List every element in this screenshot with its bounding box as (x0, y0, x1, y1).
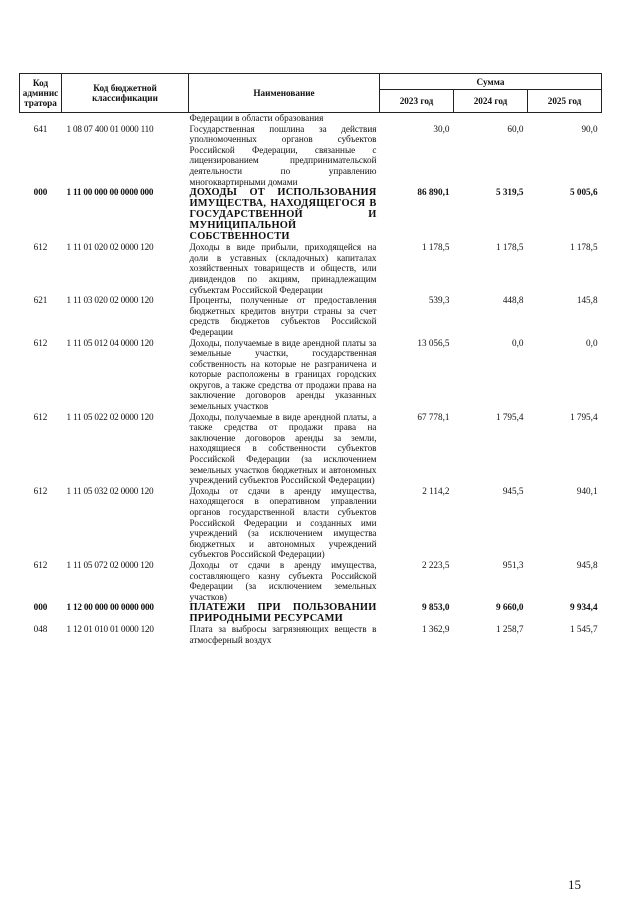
header-year-2025: 2025 год (528, 90, 602, 113)
table-row (20, 338, 602, 412)
row-name: Проценты, полученные от предоставления бюджетных кредитов внутри страны за счет средств бюджетов субъектов Российской Федерации (189, 295, 377, 337)
sum-2024: 448,8 (502, 295, 524, 306)
table-row (20, 412, 602, 486)
kbk-code: 1 11 03 020 02 0000 120 (66, 295, 154, 306)
row-name: ДОХОДЫ ОТ ИСПОЛЬЗОВАНИЯ ИМУЩЕСТВА, НАХОДЯЩЕГОСЯ В ГОСУДАРСТВЕННОЙ И МУНИЦИПАЛЬНОЙ СОБСТВЕННОСТИ (189, 187, 377, 243)
sum-2024: 60,0 (507, 123, 524, 134)
admin-code: 048 (33, 624, 48, 635)
sum-2023: 13 056,5 (417, 337, 450, 348)
row-name: Доходы, получаемые в виде арендной платы, а также средства от продажи права на заключение договоров аренды за земли, находящиеся в собственности субъектов Российской Федерации (за исключением земельных участков бюджетных и автономных учреждений субъектов Российской Федерации) (189, 411, 377, 486)
header-year-2023: 2023 год (380, 90, 454, 113)
admin-code: 612 (33, 242, 48, 253)
continuation-text: Федерации в области образования (189, 113, 324, 123)
sum-2025: 945,8 (576, 559, 598, 570)
sum-2023: 9 853,0 (421, 602, 450, 613)
sum-2024: 1 178,5 (495, 242, 524, 253)
sum-2024: 945,5 (502, 485, 524, 496)
admin-code: 612 (33, 485, 48, 496)
sum-2023: 539,3 (428, 295, 450, 306)
row-name: Доходы, получаемые в виде арендной платы за земельные участки, государственная собственность на которые не разграничена и которые расположены в границах городских округов, а также средства от продажи права на заключение договоров аренды указанных земельных участков (189, 337, 377, 412)
sum-2023: 67 778,1 (417, 411, 450, 422)
sum-2025: 5 005,6 (569, 187, 598, 198)
kbk-code: 1 11 05 032 02 0000 120 (66, 485, 154, 496)
table-row (20, 486, 602, 560)
sum-2025: 145,8 (576, 295, 598, 306)
sum-2025: 1 178,5 (569, 242, 598, 253)
row-name: Плата за выбросы загрязняющих веществ в атмосферный воздух (189, 624, 377, 645)
sum-2025: 90,0 (581, 123, 598, 134)
row-name: Государственная пошлина за действия уполномоченных органов субъектов Российской Федерации, связанные с лицензированием предпринимательской деятельности по управлению многоквартирными домами (189, 123, 377, 187)
sum-2024: 951,3 (502, 559, 524, 570)
admin-code: 000 (33, 187, 48, 198)
sum-2024: 5 319,5 (495, 187, 524, 198)
header-name: Наименование (189, 74, 380, 113)
sum-2025: 0,0 (586, 337, 598, 348)
header-sum: Сумма (380, 74, 602, 90)
sum-2023: 2 223,5 (421, 559, 450, 570)
row-name: Доходы от сдачи в аренду имущества, находящегося в оперативном управлении органов государственной власти субъектов Российской Федерации и созданных ими учреждений (за исключением имущества бюджетных и автономных учреждений субъектов Российской Федерации) (189, 485, 377, 560)
header-year-2024: 2024 год (454, 90, 528, 113)
header-admin-code: Код админис тратора (20, 74, 62, 113)
kbk-code: 1 11 05 022 02 0000 120 (66, 411, 154, 422)
table-row (20, 242, 602, 295)
table-row (20, 602, 602, 624)
admin-code: 612 (33, 559, 48, 570)
admin-code: 612 (33, 337, 48, 348)
sum-2025: 1 795,4 (569, 411, 598, 422)
sum-2024: 1 258,7 (495, 624, 524, 635)
header-kbk: Код бюджетной классификации (62, 74, 189, 113)
sum-2023: 1 362,9 (421, 624, 450, 635)
sum-2024: 0,0 (512, 337, 524, 348)
admin-code: 621 (33, 295, 48, 306)
table-row (20, 560, 602, 602)
sum-2023: 86 890,1 (417, 187, 450, 198)
sum-2023: 1 178,5 (421, 242, 450, 253)
sum-2025: 1 545,7 (569, 624, 598, 635)
sum-2025: 940,1 (576, 485, 598, 496)
kbk-code: 1 11 01 020 02 0000 120 (66, 242, 154, 253)
page-number: 15 (568, 877, 581, 892)
table-row (20, 624, 602, 645)
admin-code: 612 (33, 411, 48, 422)
table-row (20, 124, 602, 188)
kbk-code: 1 08 07 400 01 0000 110 (66, 123, 154, 134)
revenue-table (19, 73, 602, 646)
sum-2024: 1 795,4 (495, 411, 524, 422)
row-name: Доходы в виде прибыли, приходящейся на доли в уставных (складочных) капиталах хозяйственных товариществ и обществ, или дивидендов по акциям, принадлежащим субъектам Российской Федерации (189, 242, 377, 295)
kbk-code: 1 12 01 010 01 0000 120 (66, 624, 154, 635)
kbk-code: 1 11 00 000 00 0000 000 (66, 187, 154, 198)
kbk-code: 1 11 05 072 02 0000 120 (66, 559, 154, 570)
sum-2025: 9 934,4 (569, 602, 598, 613)
table-row (20, 295, 602, 337)
row-name: ПЛАТЕЖИ ПРИ ПОЛЬЗОВАНИИ ПРИРОДНЫМИ РЕСУРСАМИ (189, 602, 377, 625)
row-name: Доходы от сдачи в аренду имущества, составляющего казну субъекта Российской Федерации (за исключением земельных участков) (189, 559, 377, 602)
sum-2023: 30,0 (433, 123, 450, 134)
kbk-code: 1 12 00 000 00 0000 000 (66, 602, 154, 613)
sum-2023: 2 114,2 (422, 485, 450, 496)
admin-code: 641 (33, 123, 48, 134)
sum-2024: 9 660,0 (495, 602, 524, 613)
admin-code: 000 (33, 602, 48, 613)
kbk-code: 1 11 05 012 04 0000 120 (66, 337, 154, 348)
table-row (20, 187, 602, 242)
